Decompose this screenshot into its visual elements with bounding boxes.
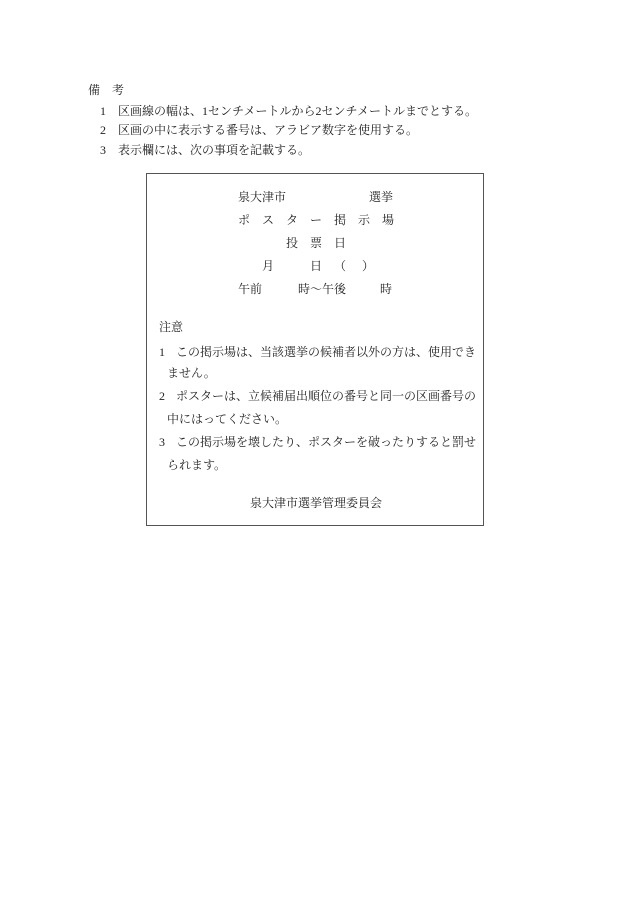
sign-hour-label: 時 <box>380 282 393 296</box>
notice-text-line: この掲示場を壊したり、ポスターを破ったりすると罰せ <box>176 435 477 449</box>
sign-hour-pm-label: 時〜午後 <box>298 282 347 296</box>
sign-election: 選挙 <box>369 190 394 204</box>
sign-city: 泉大津市 <box>238 190 287 204</box>
sign-issuer: 泉大津市選挙管理委員会 <box>250 496 383 510</box>
remark-item-number: 3 <box>100 143 106 157</box>
sign-notice-heading: 注意 <box>159 320 184 334</box>
remark-item-text: 表示欄には、次の事項を記載する。 <box>118 143 311 157</box>
notice-text-line: ません。 <box>167 366 216 380</box>
sign-title: ポ ス タ ー 掲 示 場 <box>238 213 395 227</box>
sign-am-label: 午前 <box>238 282 263 296</box>
notice-text-line: この掲示場は、当該選挙の候補者以外の方は、使用でき <box>176 345 477 359</box>
remark-item-number: 2 <box>100 123 106 137</box>
remark-item-number: 1 <box>100 104 106 118</box>
notice-number: 3 <box>159 435 165 449</box>
sign-weekday-paren-close: ） <box>362 259 375 273</box>
notice-text-line: ポスターは、立候補届出順位の番号と同一の区画番号の <box>176 389 477 403</box>
sign-weekday-paren-open: （ <box>334 259 347 273</box>
notice-number: 2 <box>159 389 165 403</box>
remark-item-text: 区画線の幅は、1センチメートルから2センチメートルまでとする。 <box>118 104 478 118</box>
sign-month-label: 月 <box>262 259 275 273</box>
notice-number: 1 <box>159 345 165 359</box>
remark-item-text: 区画の中に表示する番号は、アラビア数字を使用する。 <box>118 123 419 137</box>
sign-voting-day-label: 投 票 日 <box>286 236 347 250</box>
sign-day-label: 日 <box>310 259 323 273</box>
notice-text-line: 中にはってください。 <box>167 412 288 426</box>
remarks-heading: 備 考 <box>88 83 125 97</box>
notice-text-line: られます。 <box>167 458 227 472</box>
